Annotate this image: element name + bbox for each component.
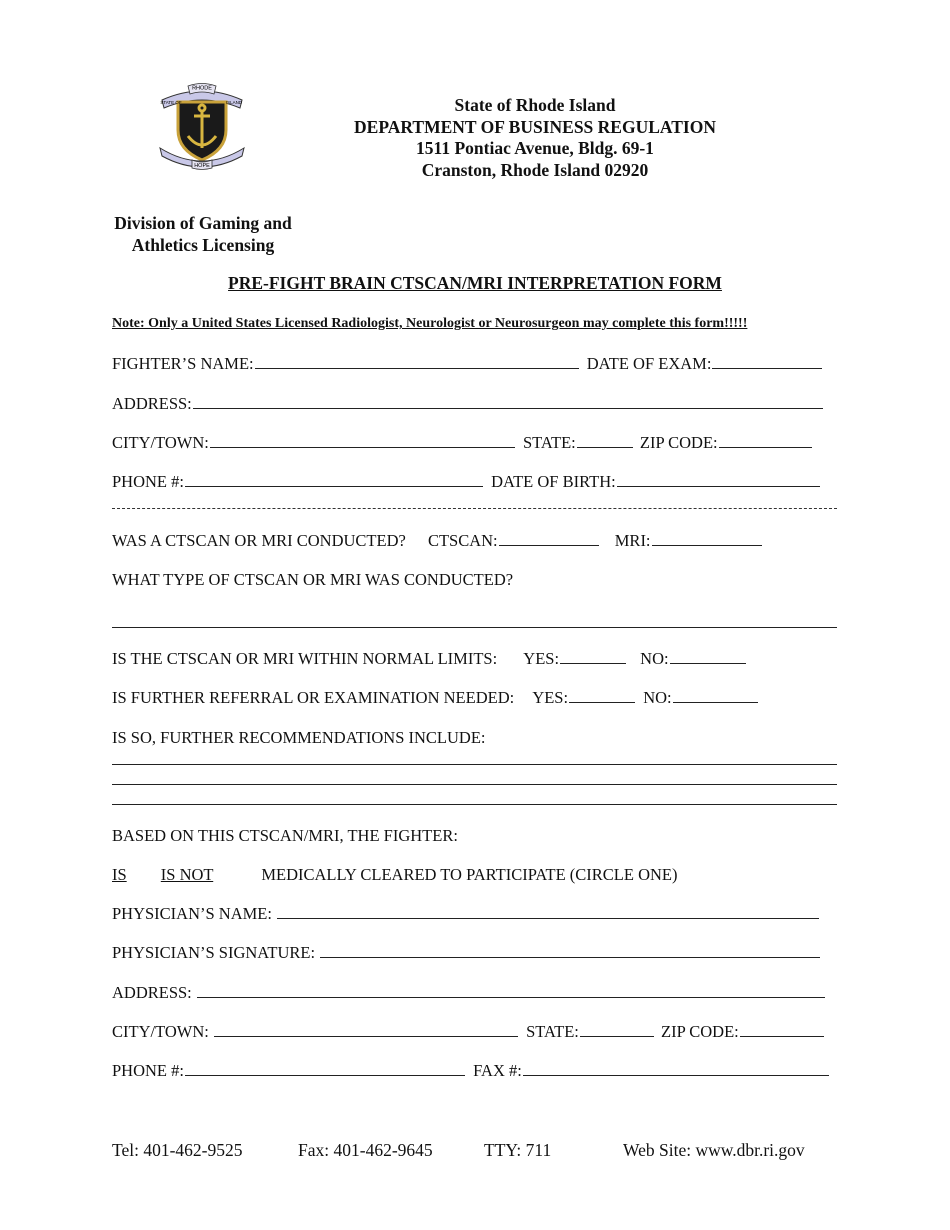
physician-name-field[interactable]: [277, 904, 819, 919]
is-not-option[interactable]: IS NOT: [160, 865, 214, 884]
normal-limits-row: [112, 649, 746, 669]
clearance-row: [112, 865, 677, 885]
physician-state-label: STATE:: [526, 1022, 579, 1041]
fighter-state-label: STATE:: [522, 433, 576, 452]
scan-conducted-row: [112, 531, 762, 551]
physician-phone-label: PHONE #:: [112, 1061, 184, 1080]
normal-yes-field[interactable]: [560, 649, 626, 664]
seal-top-text: RHODE: [192, 85, 212, 92]
referral-row: [112, 688, 758, 708]
physician-name-label: PHYSICIAN’S NAME:: [112, 904, 272, 923]
normal-no-field[interactable]: [670, 649, 746, 664]
header-department: DEPARTMENT OF BUSINESS REGULATION: [354, 116, 716, 137]
normal-no-label: NO:: [640, 649, 669, 668]
physician-phone-row: [112, 1061, 829, 1081]
recommendations-line-2[interactable]: [112, 784, 837, 785]
fighter-address-field[interactable]: [193, 394, 823, 409]
recommendations-question: IS SO, FURTHER RECOMMENDATIONS INCLUDE:: [112, 728, 486, 747]
fighter-name-field[interactable]: [255, 354, 579, 369]
physician-signature-label: PHYSICIAN’S SIGNATURE:: [112, 943, 316, 962]
fighter-address-label: ADDRESS:: [112, 394, 192, 413]
division-name: [108, 213, 298, 256]
scan-conducted-question: WAS A CTSCAN OR MRI CONDUCTED?: [112, 531, 406, 550]
division-line-1: Division of Gaming and: [114, 213, 292, 233]
fighter-phone-label: PHONE #:: [112, 472, 184, 491]
physician-zip-field[interactable]: [740, 1022, 824, 1037]
referral-yes-label: YES:: [532, 688, 569, 707]
seal-bottom-text: HOPE: [194, 163, 210, 169]
physician-city-row: [112, 1022, 824, 1042]
fighter-name-row: [112, 354, 822, 374]
physician-address-field[interactable]: [197, 983, 825, 998]
physician-signature-row: [112, 943, 820, 963]
date-of-exam-label: DATE OF EXAM:: [586, 354, 712, 373]
footer-website[interactable]: Web Site: www.dbr.ri.gov: [623, 1140, 805, 1160]
header-state: State of Rhode Island: [454, 95, 616, 115]
fighter-zip-label: ZIP CODE:: [639, 433, 718, 452]
rhode-island-seal-logo: [152, 78, 252, 172]
physician-state-field[interactable]: [580, 1022, 654, 1037]
section-divider: [112, 508, 837, 509]
recommendations-line-1[interactable]: [112, 764, 837, 765]
physician-city-label: CITY/TOWN:: [112, 1022, 209, 1041]
mri-field[interactable]: [652, 531, 762, 546]
fighter-city-label: CITY/TOWN:: [112, 433, 209, 452]
physician-name-row: [112, 904, 819, 924]
footer-tel: Tel: 401-462-9525: [112, 1140, 243, 1160]
referral-no-field[interactable]: [673, 688, 758, 703]
agency-header: [320, 95, 750, 181]
physician-address-row: [112, 983, 825, 1003]
fighter-name-label: FIGHTER’S NAME:: [112, 354, 254, 373]
referral-no-label: NO:: [643, 688, 672, 707]
physician-phone-field[interactable]: [185, 1061, 465, 1076]
date-of-birth-label: DATE OF BIRTH:: [491, 472, 616, 491]
physician-signature-field[interactable]: [320, 943, 820, 958]
ctscan-label: CTSCAN:: [427, 531, 498, 550]
physician-city-field[interactable]: [214, 1022, 518, 1037]
based-on-text: BASED ON THIS CTSCAN/MRI, THE FIGHTER:: [112, 826, 458, 845]
fighter-city-field[interactable]: [210, 433, 515, 448]
physician-zip-label: ZIP CODE:: [661, 1022, 739, 1041]
fighter-city-row: [112, 433, 812, 453]
header-street: 1511 Pontiac Avenue, Bldg. 69-1: [416, 138, 654, 158]
scan-type-answer-line[interactable]: [112, 627, 837, 628]
scan-type-question: WHAT TYPE OF CTSCAN OR MRI WAS CONDUCTED?: [112, 570, 514, 589]
physician-address-label: ADDRESS:: [112, 983, 192, 1002]
fighter-state-field[interactable]: [577, 433, 633, 448]
fighter-zip-field[interactable]: [719, 433, 812, 448]
recommendations-line-3[interactable]: [112, 804, 837, 805]
referral-yes-field[interactable]: [569, 688, 635, 703]
header-city: Cranston, Rhode Island 02920: [421, 159, 649, 180]
physician-fax-label: FAX #:: [473, 1061, 522, 1080]
footer-fax: Fax: 401-462-9645: [298, 1140, 433, 1160]
physician-fax-field[interactable]: [523, 1061, 829, 1076]
date-of-exam-field[interactable]: [712, 354, 822, 369]
division-line-2: Athletics Licensing: [131, 234, 275, 255]
normal-yes-label: YES:: [523, 649, 560, 668]
clearance-statement: MEDICALLY CLEARED TO PARTICIPATE (CIRCLE ONE): [261, 865, 678, 884]
is-option[interactable]: IS: [112, 865, 127, 884]
seal-left-text: STATE OF: [160, 100, 182, 105]
ctscan-field[interactable]: [499, 531, 599, 546]
seal-right-text: ISLAND: [225, 100, 243, 105]
referral-question: IS FURTHER REFERRAL OR EXAMINATION NEEDED:: [112, 688, 515, 707]
form-title: PRE-FIGHT BRAIN CTSCAN/MRI INTERPRETATION FORM: [228, 273, 722, 293]
mri-label: MRI:: [614, 531, 651, 550]
footer-tty: TTY: 711: [484, 1140, 552, 1160]
normal-limits-question: IS THE CTSCAN OR MRI WITHIN NORMAL LIMITS:: [112, 649, 498, 668]
fighter-address-row: [112, 394, 823, 414]
fighter-phone-row: [112, 472, 820, 492]
fighter-phone-field[interactable]: [185, 472, 483, 487]
form-note: Note: Only a United States Licensed Radiologist, Neurologist or Neurosurgeon may complete this form!!!!!: [112, 316, 748, 331]
date-of-birth-field[interactable]: [617, 472, 820, 487]
